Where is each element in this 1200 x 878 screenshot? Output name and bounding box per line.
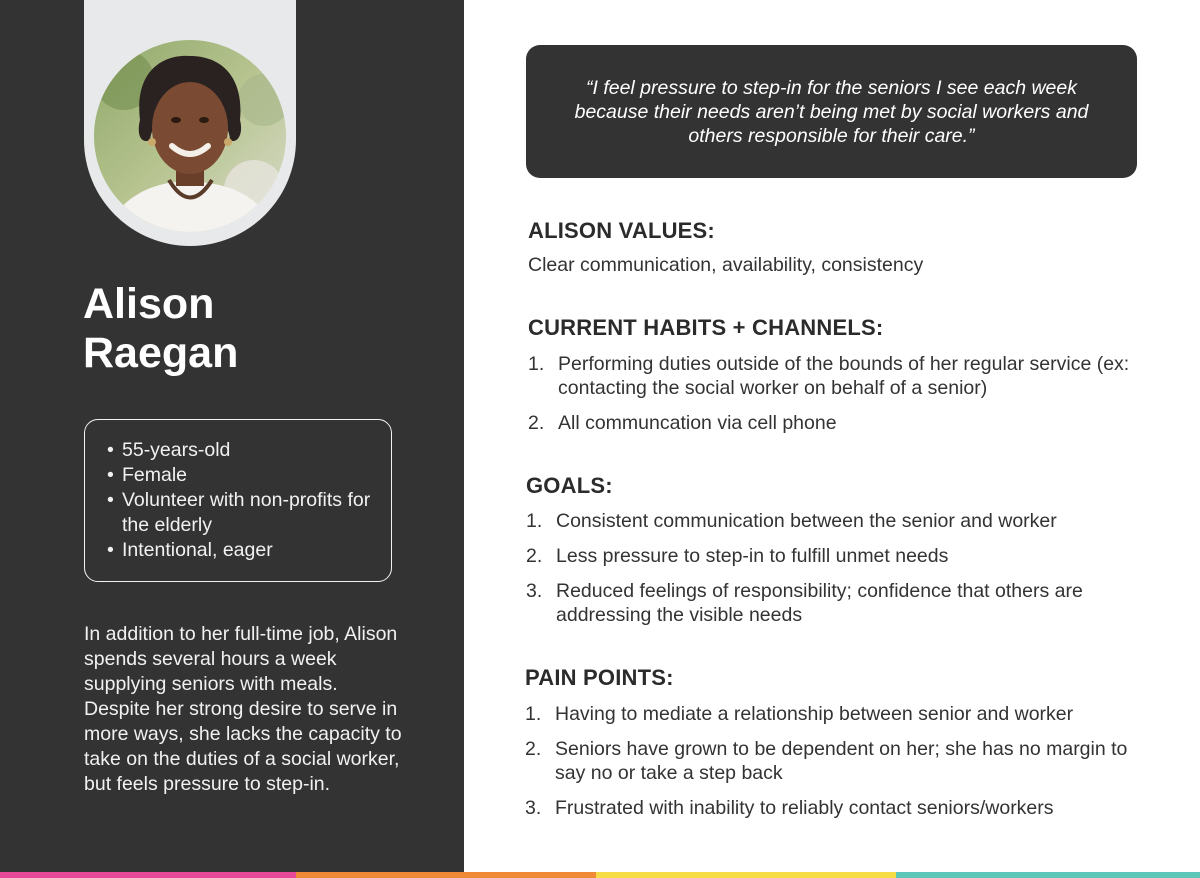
item-number: 2. (526, 545, 543, 567)
accent-segment-teal (896, 872, 1200, 878)
accent-segment-yellow (596, 872, 896, 878)
photo-frame (84, 0, 296, 246)
list-item (526, 544, 1156, 568)
fact-item: • 55-years-old (107, 438, 377, 463)
pain-points-heading: PAIN POINTS: (525, 665, 674, 690)
item-text: All communcation via cell phone (558, 412, 837, 434)
quote-box (526, 45, 1137, 178)
fact-item: • Volunteer with non-profits for the elderly (107, 488, 377, 538)
item-text: Performing duties outside of the bounds of her regular service (ex: contacting the social worker on behalf of a senior) (558, 353, 1130, 399)
profile-photo (94, 40, 286, 232)
accent-segment-pink (0, 872, 296, 878)
list-item (528, 411, 1158, 435)
persona-name (83, 280, 238, 378)
first-name: Alison (83, 280, 215, 328)
item-number: 1. (526, 510, 543, 532)
item-number: 2. (525, 738, 542, 760)
item-text: Consistent communication between the senior and worker (556, 510, 1057, 532)
color-accent-bar (0, 872, 1200, 878)
item-number: 3. (525, 797, 542, 819)
persona-bio: In addition to her full-time job, Alison spends several hours a week supplying seniors with meals. Despite her strong desire to serve in more ways, she lacks the capacity to take on the duties of a social worker, but feels pressure to step-in. (84, 623, 402, 795)
values-heading: ALISON VALUES: (528, 218, 715, 243)
item-text: Reduced feelings of responsibility; confidence that others are addressing the visible needs (556, 580, 1083, 626)
last-name: Raegan (83, 329, 239, 377)
list-item (528, 352, 1158, 400)
demographics-box (84, 419, 392, 582)
item-number: 2. (528, 412, 545, 434)
list-item (525, 737, 1155, 785)
values-text: Clear communication, availability, consistency (528, 254, 924, 276)
habits-heading: CURRENT HABITS + CHANNELS: (528, 315, 884, 340)
item-number: 1. (528, 353, 545, 375)
list-item (525, 796, 1155, 820)
demographics-list (107, 438, 377, 563)
goals-heading: GOALS: (526, 473, 613, 498)
item-text: Frustrated with inability to reliably contact seniors/workers (555, 797, 1054, 819)
item-number: 1. (525, 703, 542, 725)
list-item (525, 702, 1155, 726)
item-text: Less pressure to step-in to fulfill unmet needs (556, 545, 949, 567)
accent-segment-orange (296, 872, 596, 878)
list-item (526, 579, 1156, 627)
pain-points-list (525, 702, 1155, 831)
item-number: 3. (526, 580, 543, 602)
fact-item: • Female (107, 463, 377, 488)
habits-list (528, 352, 1158, 446)
goals-list (526, 509, 1156, 638)
fact-item: • Intentional, eager (107, 538, 377, 563)
item-text: Having to mediate a relationship between senior and worker (555, 703, 1074, 725)
persona-quote: “I feel pressure to step-in for the seniors I see each week because their needs aren’t being met by social workers and others responsible for their care.” (574, 76, 1089, 147)
profile-panel (0, 0, 464, 872)
list-item (526, 509, 1156, 533)
item-text: Seniors have grown to be dependent on her; she has no margin to say no or take a step back (555, 738, 1128, 784)
